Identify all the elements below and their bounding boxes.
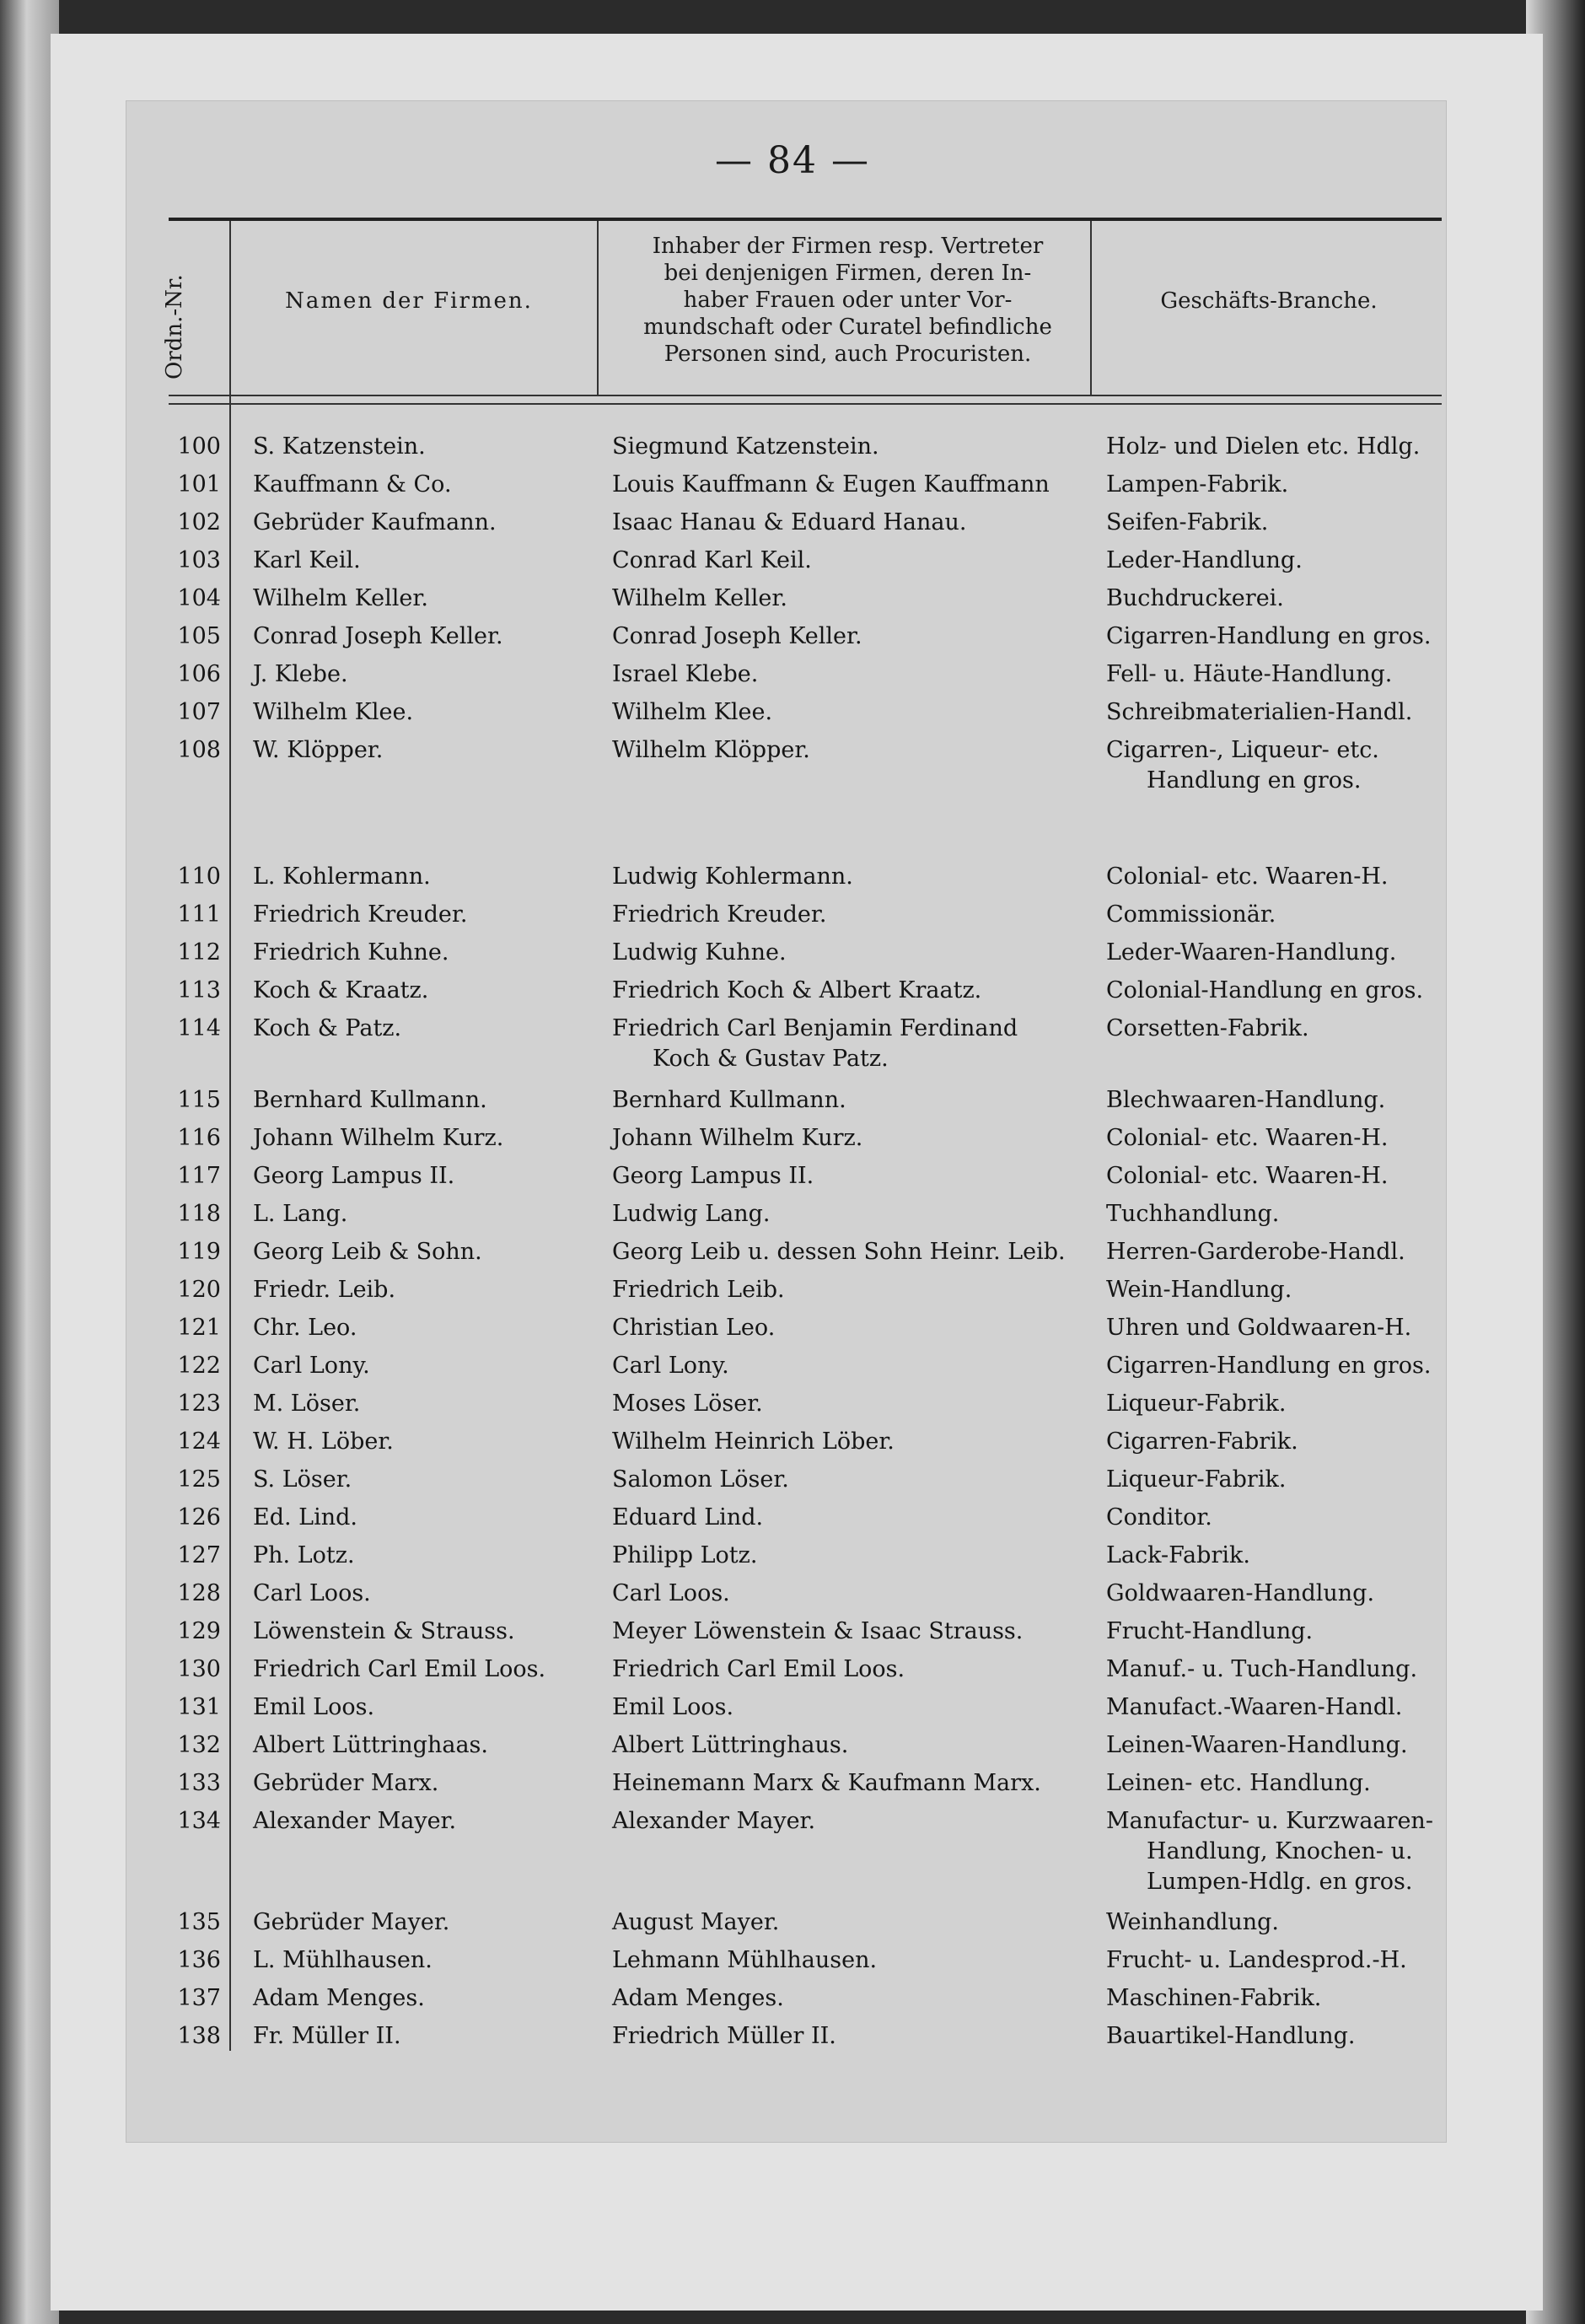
business-branch: Liqueur-Fabrik.	[1106, 1466, 1287, 1493]
ordn-number: 136	[177, 1947, 221, 1973]
business-branch: Holz- und Dielen etc. Hdlg.	[1106, 433, 1421, 460]
owner-name-continued: Koch & Gustav Patz.	[653, 1046, 889, 1072]
ordn-number: 133	[177, 1770, 221, 1796]
firm-name: Carl Loos.	[253, 1580, 371, 1606]
business-branch: Colonial- etc. Waaren-H.	[1106, 1125, 1389, 1151]
ordn-number: 100	[177, 433, 221, 460]
owner-name: August Mayer.	[612, 1909, 780, 1935]
ordn-number: 110	[177, 863, 221, 890]
business-branch: Cigarren-Fabrik.	[1106, 1428, 1298, 1455]
firm-name: Koch & Kraatz.	[253, 977, 429, 1003]
owner-name: Friedrich Kreuder.	[612, 901, 827, 928]
owner-name: Siegmund Katzenstein.	[612, 433, 879, 460]
ordn-number: 127	[177, 1542, 221, 1568]
business-branch-continued: Handlung, Knochen- u.	[1147, 1838, 1413, 1864]
owner-name: Bernhard Kullmann.	[612, 1087, 846, 1113]
header-owner-line: haber Frauen oder unter Vor-	[683, 288, 1013, 313]
business-branch: Wein-Handlung.	[1106, 1277, 1292, 1303]
business-branch: Frucht- u. Landesprod.-H.	[1106, 1947, 1407, 1973]
business-branch: Leder-Handlung.	[1106, 547, 1303, 573]
owner-name: Wilhelm Keller.	[612, 585, 787, 611]
owner-name: Adam Menges.	[612, 1985, 784, 2011]
owner-name: Carl Loos.	[612, 1580, 730, 1606]
ordn-number: 124	[177, 1428, 221, 1455]
printed-page	[126, 101, 1446, 2142]
owner-name: Christian Leo.	[612, 1315, 776, 1341]
firm-name: Friedrich Kreuder.	[253, 901, 468, 928]
business-branch: Lack-Fabrik.	[1106, 1542, 1250, 1568]
owner-name: Wilhelm Heinrich Löber.	[612, 1428, 895, 1455]
ordn-number: 125	[177, 1466, 221, 1493]
ordn-number: 138	[177, 2023, 221, 2049]
business-branch: Buchdruckerei.	[1106, 585, 1284, 611]
ordn-number: 119	[177, 1239, 221, 1265]
owner-name: Friedrich Carl Benjamin Ferdinand	[612, 1015, 1018, 1041]
owner-name: Emil Loos.	[612, 1694, 734, 1720]
owner-name: Eduard Lind.	[612, 1504, 764, 1531]
header-branch: Geschäfts-Branche.	[1160, 288, 1378, 314]
header-rule-bottom	[169, 395, 1442, 396]
firm-name: L. Kohlermann.	[253, 863, 431, 890]
ordn-number: 122	[177, 1353, 221, 1379]
business-branch: Conditor.	[1106, 1504, 1212, 1531]
owner-name: Johann Wilhelm Kurz.	[612, 1125, 863, 1151]
owner-name: Louis Kauffmann & Eugen Kauffmann	[612, 471, 1050, 498]
firm-name: Koch & Patz.	[253, 1015, 402, 1041]
business-branch: Manuf.- u. Tuch-Handlung.	[1106, 1656, 1418, 1682]
ordn-number: 103	[177, 547, 221, 573]
firm-name: Georg Leib & Sohn.	[253, 1239, 482, 1265]
owner-name: Conrad Karl Keil.	[612, 547, 812, 573]
ordn-number: 108	[177, 737, 221, 763]
business-branch: Liqueur-Fabrik.	[1106, 1391, 1287, 1417]
ordn-number: 135	[177, 1909, 221, 1935]
owner-name: Meyer Löwenstein & Isaac Strauss.	[612, 1618, 1024, 1644]
owner-name: Isaac Hanau & Eduard Hanau.	[612, 509, 967, 535]
ordn-number: 113	[177, 977, 221, 1003]
business-branch: Frucht-Handlung.	[1106, 1618, 1314, 1644]
business-branch: Manufactur- u. Kurzwaaren-	[1106, 1808, 1433, 1834]
firm-name: Wilhelm Keller.	[253, 585, 428, 611]
ordn-number: 105	[177, 623, 221, 649]
ordn-number: 132	[177, 1732, 221, 1758]
owner-name: Lehmann Mühlhausen.	[612, 1947, 878, 1973]
firm-name: Friedrich Carl Emil Loos.	[253, 1656, 546, 1682]
firm-name: Wilhelm Klee.	[253, 699, 414, 725]
column-divider-number	[229, 221, 231, 2051]
firm-name: Gebrüder Mayer.	[253, 1909, 450, 1935]
firm-name: Friedrich Kuhne.	[253, 939, 449, 966]
business-branch: Colonial- etc. Waaren-H.	[1106, 863, 1389, 890]
business-branch: Cigarren-, Liqueur- etc.	[1106, 737, 1379, 763]
firm-name: Ph. Lotz.	[253, 1542, 355, 1568]
ordn-number: 129	[177, 1618, 221, 1644]
business-branch: Manufact.-Waaren-Handl.	[1106, 1694, 1403, 1720]
owner-name: Wilhelm Klee.	[612, 699, 773, 725]
header-owner	[605, 233, 1090, 368]
owner-name: Alexander Mayer.	[612, 1808, 816, 1834]
business-branch-continued: Handlung en gros.	[1147, 767, 1362, 793]
business-branch: Commissionär.	[1106, 901, 1276, 928]
business-branch: Leinen-Waaren-Handlung.	[1106, 1732, 1408, 1758]
ordn-number: 115	[177, 1087, 221, 1113]
owner-name: Heinemann Marx & Kaufmann Marx.	[612, 1770, 1041, 1796]
ordn-number: 116	[177, 1125, 221, 1151]
owner-name: Carl Lony.	[612, 1353, 729, 1379]
firm-name: Adam Menges.	[253, 1985, 425, 2011]
owner-name: Friedrich Leib.	[612, 1277, 785, 1303]
header-owner-line: Inhaber der Firmen resp. Vertreter	[652, 234, 1044, 259]
firm-name: Conrad Joseph Keller.	[253, 623, 503, 649]
business-branch: Herren-Garderobe-Handl.	[1106, 1239, 1405, 1265]
firm-name: Löwenstein & Strauss.	[253, 1618, 515, 1644]
ordn-number: 126	[177, 1504, 221, 1531]
ordn-number: 112	[177, 939, 221, 966]
owner-name: Israel Klebe.	[612, 661, 759, 687]
ordn-number: 101	[177, 471, 221, 498]
owner-name: Friedrich Carl Emil Loos.	[612, 1656, 905, 1682]
ordn-number: 107	[177, 699, 221, 725]
ordn-number: 128	[177, 1580, 221, 1606]
business-branch: Cigarren-Handlung en gros.	[1106, 1353, 1432, 1379]
owner-name: Albert Lüttringhaus.	[612, 1732, 849, 1758]
ordn-number: 120	[177, 1277, 221, 1303]
ordn-number: 121	[177, 1315, 221, 1341]
owner-name: Ludwig Lang.	[612, 1201, 771, 1227]
business-branch: Leinen- etc. Handlung.	[1106, 1770, 1371, 1796]
ordn-number: 134	[177, 1808, 221, 1834]
owner-name: Philipp Lotz.	[612, 1542, 758, 1568]
firm-name: Bernhard Kullmann.	[253, 1087, 487, 1113]
header-owner-line: mundschaft oder Curatel befindliche	[643, 315, 1052, 340]
business-branch: Cigarren-Handlung en gros.	[1106, 623, 1432, 649]
business-branch: Leder-Waaren-Handlung.	[1106, 939, 1397, 966]
business-branch: Blechwaaren-Handlung.	[1106, 1087, 1386, 1113]
column-divider-owner	[1090, 221, 1092, 396]
business-branch: Schreibmaterialien-Handl.	[1106, 699, 1413, 725]
ordn-number: 137	[177, 1985, 221, 2011]
owner-name: Friedrich Koch & Albert Kraatz.	[612, 977, 982, 1003]
business-branch: Uhren und Goldwaaren-H.	[1106, 1315, 1412, 1341]
business-branch: Tuchhandlung.	[1106, 1201, 1280, 1227]
column-divider-name	[597, 221, 599, 396]
ordn-number: 111	[177, 901, 221, 928]
firm-name: Gebrüder Kaufmann.	[253, 509, 497, 535]
firm-name: J. Klebe.	[253, 661, 348, 687]
firm-name: Gebrüder Marx.	[253, 1770, 439, 1796]
owner-name: Friedrich Müller II.	[612, 2023, 836, 2049]
owner-name: Georg Leib u. dessen Sohn Heinr. Leib.	[612, 1239, 1066, 1265]
business-branch: Maschinen-Fabrik.	[1106, 1985, 1322, 2011]
firm-name: L. Mühlhausen.	[253, 1947, 433, 1973]
firm-name: L. Lang.	[253, 1201, 348, 1227]
owner-name: Ludwig Kuhne.	[612, 939, 787, 966]
ordn-number: 117	[177, 1163, 221, 1189]
business-branch: Corsetten-Fabrik.	[1106, 1015, 1309, 1041]
firm-name: Friedr. Leib.	[253, 1277, 396, 1303]
header-name: Namen der Firmen.	[285, 288, 533, 314]
firm-name: M. Löser.	[253, 1391, 361, 1417]
business-branch: Goldwaaren-Handlung.	[1106, 1580, 1375, 1606]
firm-name: W. H. Löber.	[253, 1428, 394, 1455]
firm-name: Emil Loos.	[253, 1694, 375, 1720]
ordn-number: 102	[177, 509, 221, 535]
owner-name: Moses Löser.	[612, 1391, 763, 1417]
business-branch: Colonial- etc. Waaren-H.	[1106, 1163, 1389, 1189]
firm-name: Albert Lüttringhaas.	[253, 1732, 488, 1758]
header-owner-line: bei denjenigen Firmen, deren In-	[664, 261, 1032, 286]
firm-name: S. Löser.	[253, 1466, 352, 1493]
business-branch: Lampen-Fabrik.	[1106, 471, 1289, 498]
firm-name: Fr. Müller II.	[253, 2023, 401, 2049]
business-branch: Bauartikel-Handlung.	[1106, 2023, 1356, 2049]
ordn-number: 130	[177, 1656, 221, 1682]
header-ordn: Ordn.-Nr.	[162, 274, 187, 379]
business-branch: Weinhandlung.	[1106, 1909, 1279, 1935]
business-branch-continued: Lumpen-Hdlg. en gros.	[1147, 1869, 1413, 1895]
firm-name: W. Klöpper.	[253, 737, 384, 763]
business-branch: Seifen-Fabrik.	[1106, 509, 1269, 535]
owner-name: Georg Lampus II.	[612, 1163, 814, 1189]
ordn-number: 131	[177, 1694, 221, 1720]
firm-name: Kauffmann & Co.	[253, 471, 452, 498]
page-number: — 84 —	[715, 139, 870, 182]
firm-name: Chr. Leo.	[253, 1315, 357, 1341]
ordn-number: 123	[177, 1391, 221, 1417]
firm-name: Alexander Mayer.	[253, 1808, 457, 1834]
owner-name: Salomon Löser.	[612, 1466, 789, 1493]
firm-name: S. Katzenstein.	[253, 433, 426, 460]
ordn-number: 104	[177, 585, 221, 611]
owner-name: Wilhelm Klöpper.	[612, 737, 810, 763]
owner-name: Conrad Joseph Keller.	[612, 623, 862, 649]
header-rule-bottom-double	[169, 403, 1442, 405]
ordn-number: 114	[177, 1015, 221, 1041]
firm-name: Johann Wilhelm Kurz.	[253, 1125, 504, 1151]
header-owner-line: Personen sind, auch Procuristen.	[664, 342, 1032, 367]
ordn-number: 106	[177, 661, 221, 687]
business-branch: Colonial-Handlung en gros.	[1106, 977, 1424, 1003]
firm-name: Carl Lony.	[253, 1353, 370, 1379]
owner-name: Ludwig Kohlermann.	[612, 863, 853, 890]
firm-name: Ed. Lind.	[253, 1504, 357, 1531]
header-rule-top	[169, 218, 1442, 221]
ordn-number: 118	[177, 1201, 221, 1227]
firm-name: Georg Lampus II.	[253, 1163, 455, 1189]
firm-name: Karl Keil.	[253, 547, 361, 573]
business-branch: Fell- u. Häute-Handlung.	[1106, 661, 1393, 687]
